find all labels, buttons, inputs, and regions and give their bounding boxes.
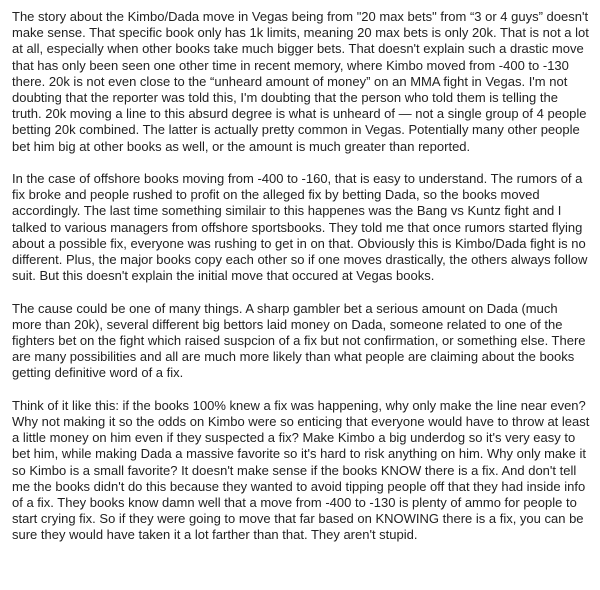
paragraph-think-of-it: Think of it like this: if the books 100% knew a fix was happening, why only make the line near even? Why not making it so the odds on Kimbo were so enticing that everyone would have to throw at least a little money on him even if they suspected a fix? Make Kimbo a big underdog so it's very easy to bet him, while making Dada a massive favorite so it's hard to risk anything on him. Why only make it so Kimbo is a small favorite? It doesn't make sense if the books KNOW there is a fix. And don't tell me the books didn't do this because they wanted to avoid tipping people off that they had inside info of a fix. They books know damn well that a move from -400 to -130 is plenty of ammo for people to start crying fix. So if they were going to move that far based on KNOWING there is a fix, you can be sure they would have taken it a lot farther than that. They aren't stupid. <box>12 397 590 543</box>
paragraph-offshore-books: In the case of offshore books moving from -400 to -160, that is easy to understand. The rumors of a fix broke and people rushed to profit on the alleged fix by betting Dada, so the books moved accordingly. The last time something similair to this happenes was the Bang vs Kuntz fight and I talked to various managers from offshore sportsbooks. They told me that once rumors started flying about a possible fix, everyone was rushing to get in on that. Obviously this is Kimbo/Dada fight is no different. Plus, the major books copy each other so if one moves drastically, the others always follow suit. But this doesn't explain the initial move that occured at Vegas books. <box>12 171 588 284</box>
document-body <box>12 9 590 544</box>
paragraph-vegas-move: The story about the Kimbo/Dada move in Vegas being from "20 max bets" from “3 or 4 guys” doesn't make sense. That specific book only has 1k limits, meaning 20 max bets is only 20k. That is not a lot at all, especially when other books take much bigger bets. That doesn't explain such a drastic move that has only been seen one other time in recent memory, where Kimbo moved from -400 to -130 there. 20k is not even close to the “unheard amount of money” on an MMA fight in Vegas. I'm not doubting that the reporter was told this, I'm doubting that the person who told them is telling the truth. 20k moving a line to this absurd degree is what is unheard of — not a single group of 4 people betting 20k combined. The latter is actually pretty common in Vegas. Potentially many other people bet him big at other books as well, or the amount is much greater than reported. <box>12 9 589 154</box>
paragraph-possible-causes: The cause could be one of many things. A sharp gambler bet a serious amount on Dada (much more than 20k), several different big bettors laid money on Dada, someone related to one of the fighters bet on the fight which raised suspcion of a fix but not confirmation, or something else. There are many possibilities and all are much more likely than what people are claiming about the books getting definitive word of a fix. <box>12 300 586 381</box>
